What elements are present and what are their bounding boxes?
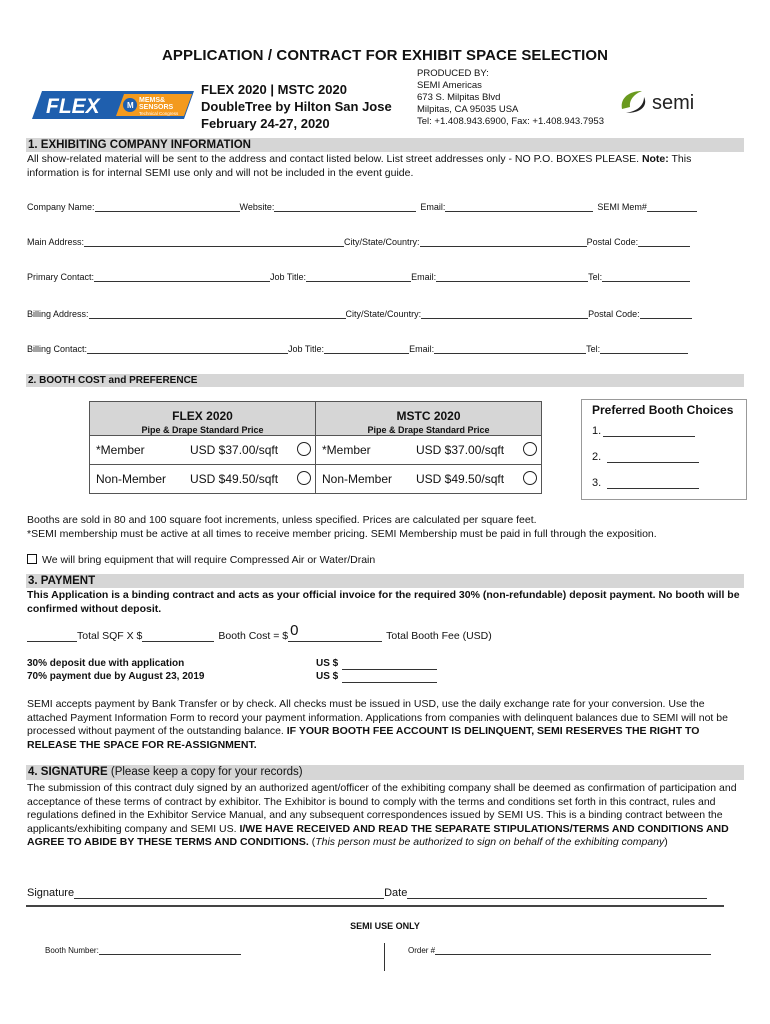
final-payment-field[interactable] [342, 673, 437, 683]
company-email-field[interactable] [445, 202, 593, 212]
semi-use-divider [384, 943, 385, 971]
svg-text:SENSORS: SENSORS [139, 104, 174, 111]
primary-contact-field[interactable] [94, 272, 270, 282]
producer-city: Milpitas, CA 95035 USA [417, 104, 519, 115]
booth-number-row: Booth Number: [45, 946, 255, 955]
mstc-member-radio[interactable] [523, 442, 537, 456]
booth-choice-2-field[interactable] [607, 453, 699, 463]
svg-text:M: M [127, 101, 134, 110]
date-field[interactable] [407, 888, 707, 899]
section-1-intro: All show-related material will be sent to the address and contact listed below. List street addresses only - NO P.O. BOXES PLEASE. Note: This information is for internal SEMI use only and will not be included in the event guide. [27, 153, 692, 179]
semi-use-heading: SEMI USE ONLY [350, 921, 420, 931]
event-dates: February 24-27, 2020 [201, 116, 330, 131]
flex-nonmember-cell: Non-Member USD $49.50/sqft [90, 465, 316, 494]
order-number-field[interactable] [435, 946, 711, 955]
company-row: Company Name: Website: Email: SEMI Mem# [27, 202, 717, 212]
primary-contact-row: Primary Contact: Job Title: Email: Tel: [27, 272, 717, 282]
primary-tel-field[interactable] [602, 272, 690, 282]
billing-address-row: Billing Address: City/State/Country: Postal Code: [27, 309, 717, 319]
deposit-amounts: US $ US $ [316, 657, 437, 683]
producer-name: SEMI Americas [417, 80, 482, 91]
booth-cost-row: Total SQF X $ Booth Cost = $ 0 Total Booth Fee (USD) [27, 628, 717, 642]
flex-header: FLEX 2020 Pipe & Drape Standard Price [90, 402, 316, 436]
flex-member-cell: *Member USD $37.00/sqft [90, 436, 316, 465]
flex-member-radio[interactable] [297, 442, 311, 456]
website-field[interactable] [274, 202, 416, 212]
booth-number-field[interactable] [99, 946, 241, 955]
signature-divider [26, 905, 724, 907]
membership-note: *SEMI membership must be active at all times to receive member pricing. SEMI Membership must be paid in full through the exposition. [27, 528, 657, 540]
producer-street: 673 S. Milpitas Blvd [417, 92, 501, 103]
flex-nonmember-radio[interactable] [297, 471, 311, 485]
section-1-heading: 1. EXHIBITING COMPANY INFORMATION [26, 138, 744, 152]
svg-text:FLEX: FLEX [46, 95, 100, 118]
event-name: FLEX 2020 | MSTC 2020 [201, 82, 347, 97]
section-4-heading: 4. SIGNATURE (Please keep a copy for your records) [26, 765, 744, 780]
event-info [201, 81, 392, 132]
primary-email-field[interactable] [436, 272, 588, 282]
semi-logo [618, 87, 722, 117]
produced-by-block [417, 68, 604, 128]
mstc-member-cell: *Member USD $37.00/sqft [316, 436, 542, 465]
billing-address-field[interactable] [89, 309, 346, 319]
booth-choice-1-field[interactable] [603, 427, 695, 437]
producer-phone: Tel: +1.408.943.6900, Fax: +1.408.943.7953 [417, 116, 604, 127]
billing-contact-field[interactable] [87, 344, 288, 354]
semi-membership-field[interactable] [647, 202, 697, 212]
svg-text:Technical Congress: Technical Congress [139, 111, 179, 116]
main-postal-field[interactable] [638, 237, 690, 247]
price-per-sqf-field[interactable] [142, 632, 214, 642]
primary-job-title-field[interactable] [306, 272, 411, 282]
booth-cost-field[interactable]: 0 [288, 628, 382, 642]
billing-job-title-field[interactable] [324, 344, 409, 354]
binding-contract-text: This Application is a binding contract and acts as your official invoice for the required 30% (non-refundable) deposit payment. No booth will be confirmed without deposit. [27, 589, 740, 615]
billing-contact-row: Billing Contact: Job Title: Email: Tel: [27, 344, 717, 354]
svg-text:semi: semi [652, 92, 695, 114]
deposit-amount-field[interactable] [342, 660, 437, 670]
main-city-field[interactable] [420, 237, 587, 247]
deposit-labels: 30% deposit due with application 70% payment due by August 23, 2019 [27, 658, 205, 682]
produced-by-label: PRODUCED BY: [417, 68, 489, 79]
signature-field[interactable] [74, 888, 384, 899]
equipment-checkbox[interactable] [27, 554, 37, 564]
signature-row: Signature Date [27, 887, 715, 899]
booth-size-note: Booths are sold in 80 and 100 square foot increments, unless specified. Prices are calculated per square feet. [27, 514, 537, 526]
main-address-field[interactable] [84, 237, 344, 247]
billing-tel-field[interactable] [600, 344, 688, 354]
billing-postal-field[interactable] [640, 309, 692, 319]
total-sqf-field[interactable] [27, 632, 77, 642]
billing-city-field[interactable] [421, 309, 588, 319]
mstc-nonmember-cell: Non-Member USD $49.50/sqft [316, 465, 542, 494]
signature-terms-text: The submission of this contract duly signed by an authorized agent/officer of the exhibiting company shall be deemed as confirmation of participation and acceptance of these terms of contract by exhibitor. The Exhibitor is bound to comply with the terms and conditions set forth in this contract, rules and regulations defined in the Exhibitor Service Manual, and any subsequent correspondences issued by SEMI US. This is a binding contract between the applicants/exhibiting company and SEMI US. I/WE HAVE RECEIVED AND READ THE SEPARATE STIPULATIONS/TERMS AND CONDITIONS AND AGREE TO ABIDE BY THESE TERMS AND CONDITIONS. (This person must be authorized to sign on behalf of the exhibiting company) [27, 782, 737, 848]
billing-email-field[interactable] [434, 344, 586, 354]
svg-text:MEMS&: MEMS& [139, 97, 166, 104]
event-venue: DoubleTree by Hilton San Jose [201, 99, 392, 114]
order-number-row: Order # [408, 946, 728, 955]
document-title: APPLICATION / CONTRACT FOR EXHIBIT SPACE SELECTION [161, 47, 609, 64]
company-name-field[interactable] [95, 202, 240, 212]
mstc-header: MSTC 2020 Pipe & Drape Standard Price [316, 402, 542, 436]
flex-mems-logo [32, 91, 194, 119]
section-2-heading: 2. BOOTH COST and PREFERENCE [26, 374, 744, 387]
main-address-row: Main Address: City/State/Country: Postal Code: [27, 237, 717, 247]
mstc-nonmember-radio[interactable] [523, 471, 537, 485]
booth-price-table [89, 401, 542, 494]
section-3-heading: 3. PAYMENT [26, 574, 744, 588]
payment-terms-text: SEMI accepts payment by Bank Transfer or by check. All checks must be issued in USD, use the daily exchange rate for your conversion. Use the attached Payment Information Form to record your payment information. Applications from companies with delinquent balances due to SEMI will not be processed without payment of the outstanding balance. IF YOUR BOOTH FEE ACCOUNT IS DELINQUENT, SEMI RESERVES THE RIGHT TO RELEASE THE SPACE FOR RE-ASSIGNMENT. [27, 698, 728, 751]
equipment-row: We will bring equipment that will require Compressed Air or Water/Drain [27, 554, 743, 568]
preferred-booth-box: Preferred Booth Choices 1. 2. 3. [581, 399, 747, 500]
booth-choice-3-field[interactable] [607, 479, 699, 489]
